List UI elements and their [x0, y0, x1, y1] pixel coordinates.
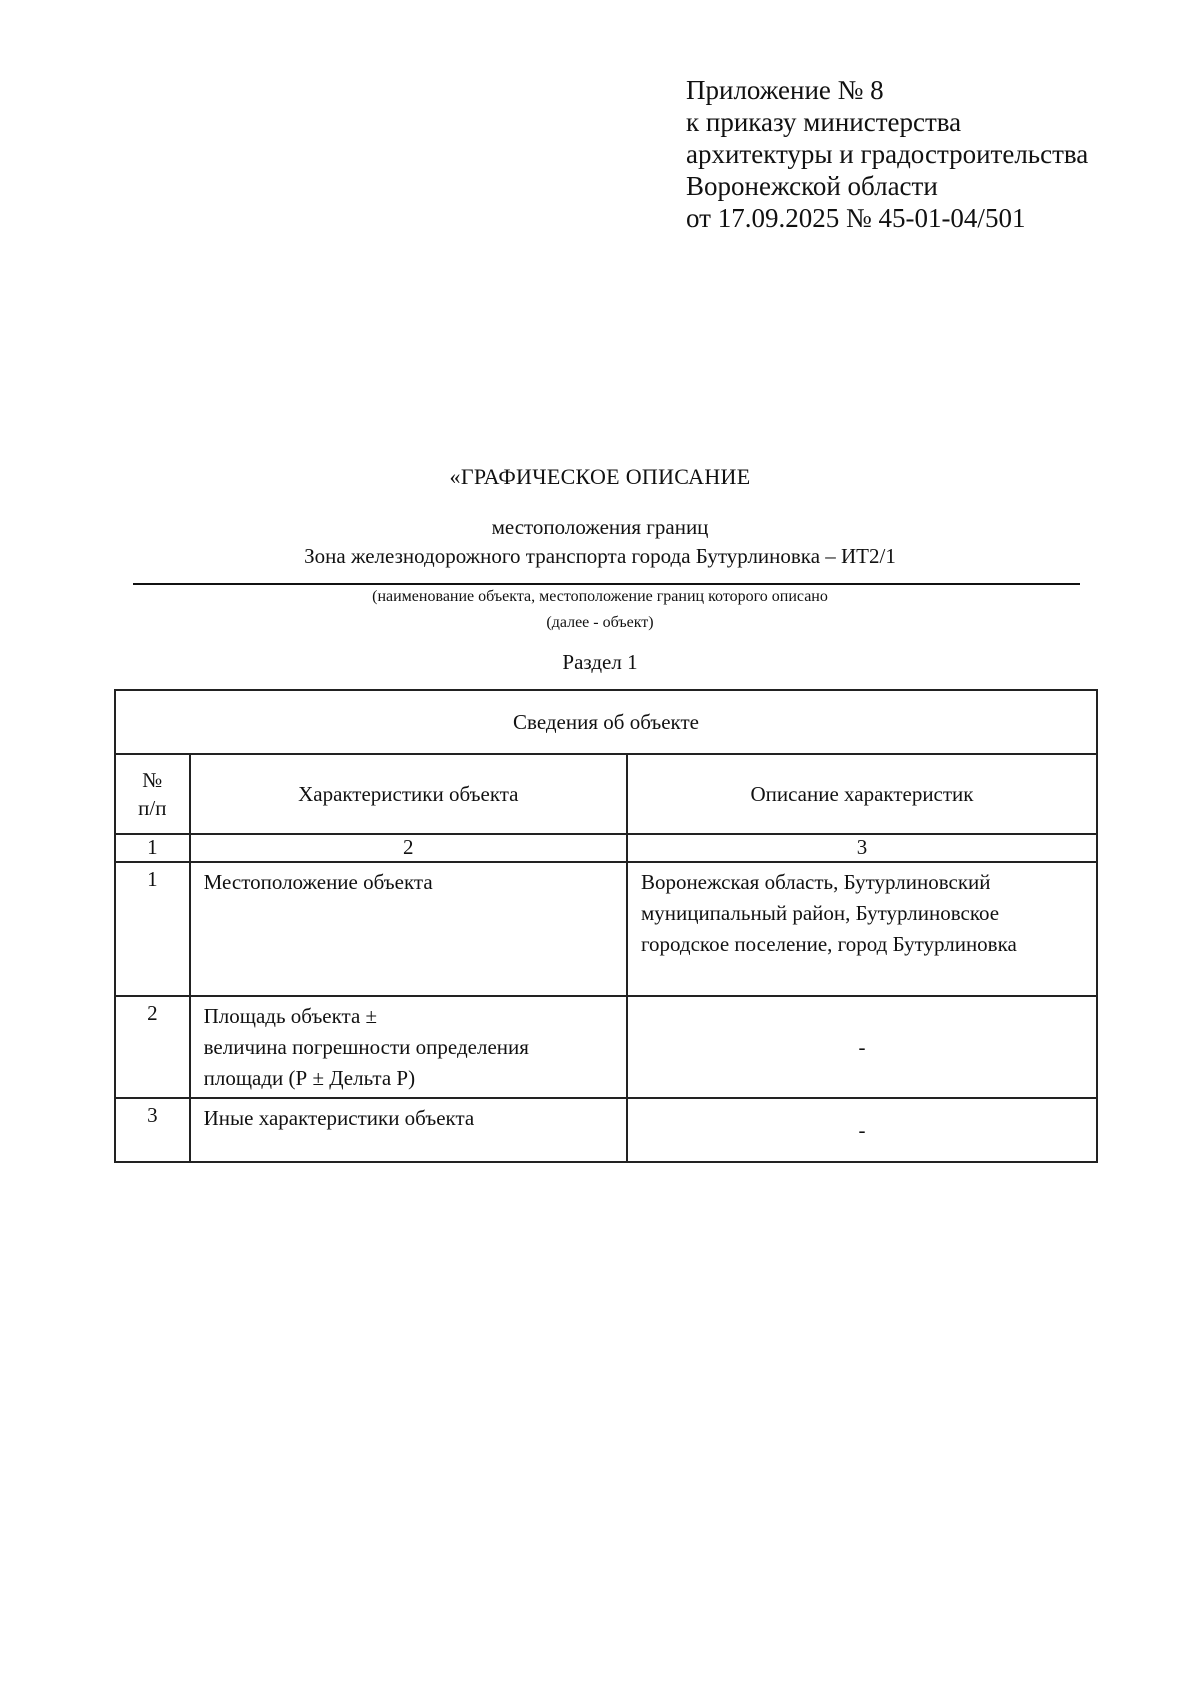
- row-number: 3: [115, 1098, 190, 1162]
- characteristic-line: Площадь объекта ±: [203, 1004, 378, 1028]
- row-description: [627, 862, 1097, 996]
- header-number-abbr: п/п: [138, 796, 167, 820]
- description-line: Воронежская область, Бутурлиновский: [640, 870, 991, 894]
- column-number: 1: [115, 834, 190, 862]
- description-line: городское поселение, город Бутурлиновка: [640, 932, 1017, 956]
- row-description: [627, 996, 1097, 1098]
- row-characteristic: [190, 996, 627, 1098]
- row-characteristic: [190, 1098, 627, 1162]
- header-description: Описание характеристик: [627, 754, 1097, 834]
- document-title: «ГРАФИЧЕСКОЕ ОПИСАНИЕ: [449, 464, 751, 489]
- characteristic-line: величина погрешности определения: [203, 1035, 529, 1059]
- document-subtitle: местоположения границ: [491, 515, 709, 539]
- object-name: Зона железнодорожного транспорта города Бутурлиновка – ИТ2/1: [304, 544, 896, 568]
- header-number: [115, 754, 190, 834]
- column-number: 3: [627, 834, 1097, 862]
- header-number-sign: №: [142, 768, 163, 792]
- table-row: [115, 862, 1097, 996]
- column-number-row: [115, 834, 1097, 862]
- row-description: [627, 1098, 1097, 1162]
- appendix-line: Приложение № 8: [686, 75, 884, 105]
- object-info-table: [114, 689, 1098, 1163]
- description-line: -: [858, 1117, 866, 1142]
- characteristic-line: площади (Р ± Дельта Р): [203, 1066, 416, 1090]
- object-caption: (наименование объекта, местоположение границ которого описано: [372, 588, 828, 605]
- row-characteristic: [190, 862, 627, 996]
- header-characteristics: Характеристики объекта: [190, 754, 627, 834]
- appendix-line: архитектуры и градостроительства: [686, 139, 1089, 169]
- description-line: -: [858, 1034, 866, 1059]
- appendix-line: к приказу министерства: [686, 107, 962, 137]
- table-header-row: [115, 754, 1097, 834]
- row-number: 1: [115, 862, 190, 996]
- column-number: 2: [190, 834, 627, 862]
- characteristic-line: Иные характеристики объекта: [203, 1106, 475, 1130]
- underline-rule: [133, 583, 1080, 585]
- appendix-block: [686, 74, 1088, 234]
- row-number: 2: [115, 996, 190, 1098]
- section-heading: Раздел 1: [562, 650, 638, 674]
- appendix-line: от 17.09.2025 № 45-01-04/501: [686, 203, 1026, 233]
- characteristic-line: Местоположение объекта: [203, 870, 433, 894]
- table-title: Сведения об объекте: [115, 690, 1097, 754]
- table-row: [115, 1098, 1097, 1162]
- table-row: [115, 996, 1097, 1098]
- description-line: муниципальный район, Бутурлиновское: [640, 901, 1000, 925]
- object-caption-note: (далее - объект): [546, 614, 654, 631]
- appendix-line: Воронежской области: [686, 171, 938, 201]
